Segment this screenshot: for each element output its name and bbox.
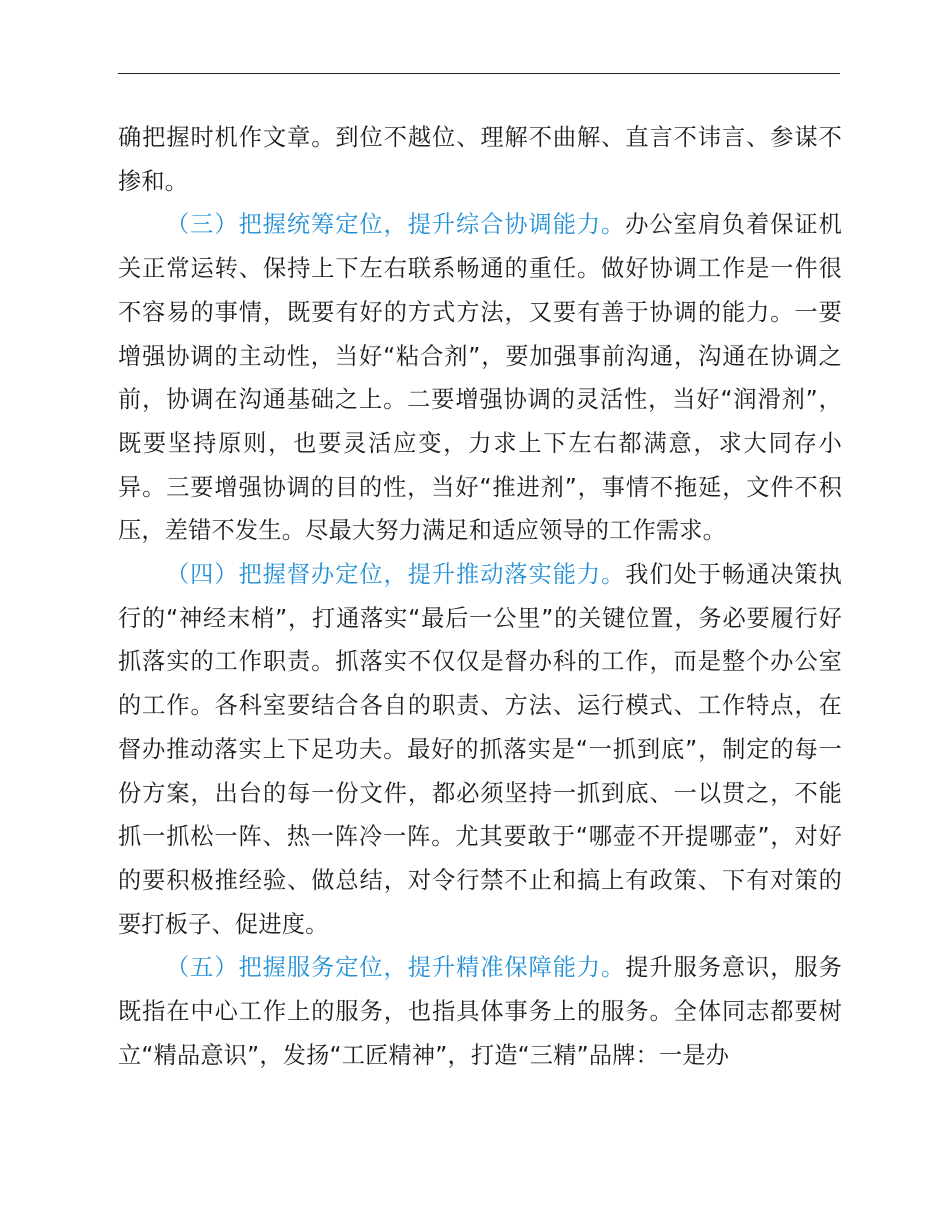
paragraph-4-text: 提升服务意识，服务既指在中心工作上的服务，也指具体事务上的服务。全体同志都要树立“精品意识”，发扬“工匠精神”，打造“三精”品牌：一是办 [118, 954, 842, 1069]
paragraph-3-text: 我们处于畅通决策执行的“神经末梢”，打通落实“最后一公里”的关键位置，务必要履行好抓落实的工作职责。抓落实不仅仅是督办科的工作，而是整个办公室的工作。各科室要结合各自的职责、方法、运行模式、工作特点，在督办推动落实上下足功夫。最好的抓落实是“一抓到底”，制定的每一份方案，出台的每一份文件，都必须坚持一抓到底、一以贯之，不能抓一抓松一阵、热一阵冷一阵。尤其要敢于“哪壶不开提哪壶”，对好的要积极推经验、做总结，对令行禁不止和搞上有政策、下有对策的要打板子、促进度。 [118, 561, 842, 938]
paragraph-2-text: 办公室肩负着保证机关正常运转、保持上下左右联系畅通的重任。做好协调工作是一件很不容易的事情，既要有好的方式方法，又要有善于协调的能力。一要增强协调的主动性，当好“粘合剂”，要加强事前沟通，沟通在协调之前，协调在沟通基础之上。二要增强协调的灵活性，当好“润滑剂”，既要坚持原则，也要灵活应变，力求上下左右都满意，求大同存小异。三要增强协调的目的性，当好“推进剂”，事情不拖延，文件不积压，差错不发生。尽最大努力满足和适应领导的工作需求。 [118, 211, 842, 545]
header-rule [118, 73, 840, 74]
section-4-heading: （四）把握督办定位，提升推动落实能力。 [166, 561, 626, 589]
paragraph-2 [118, 203, 842, 553]
paragraph-3 [118, 553, 842, 946]
document-body [118, 116, 842, 1077]
section-3-heading: （三）把握统筹定位，提升综合协调能力。 [166, 211, 626, 239]
section-5-heading: （五）把握服务定位，提升精准保障能力。 [166, 954, 626, 982]
paragraph-1 [118, 116, 842, 203]
paragraph-1-text: 确把握时机作文章。到位不越位、理解不曲解、直言不讳言、参谋不掺和。 [118, 124, 842, 195]
paragraph-4 [118, 946, 842, 1077]
